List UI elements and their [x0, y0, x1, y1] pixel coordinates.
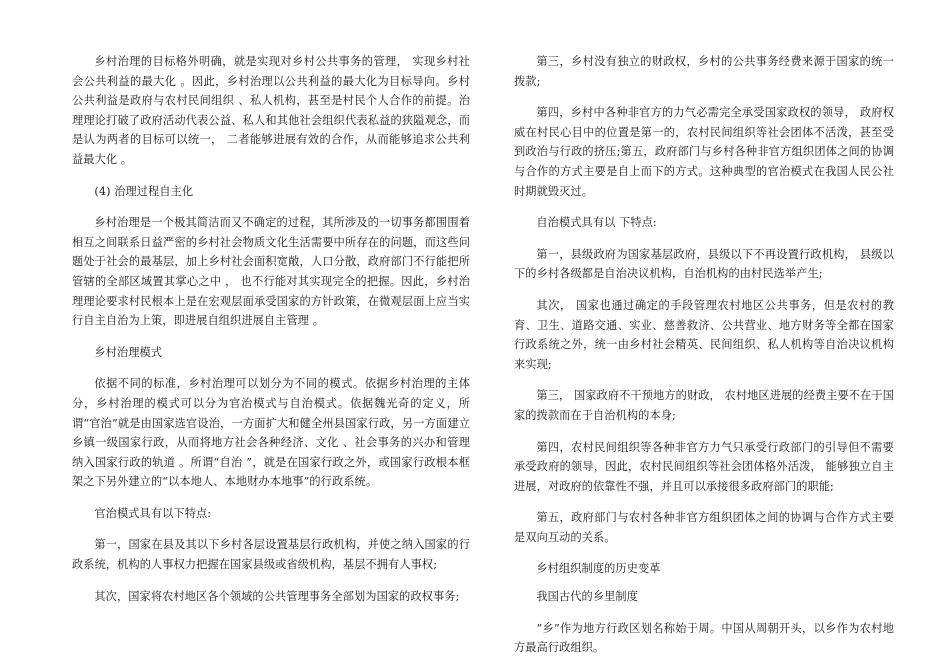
paragraph-xiang-origin: “乡”作为地方行政区划名称始于周。中国从周朝开头，以乡作为农村地方最高行政组织。 [514, 621, 894, 655]
paragraph-modes-definition: 依据不同的标准，乡村治理可以划分为不同的模式。依据乡村治理的主体分，乡村治理的模式可以分为官治模式与自治模式。依据魏光奇的定义，所谓“官治”就是由国家选官设治，一方面扩大和健全州县国家行政，另一方面建立乡镇一级国家行政，从而将地方社会各种经济、文化 、社会事务的兴办和管理纳入国家行政的轨道 。所谓“自治 ”，就是在国家行政之外，或国家行政根本框架之下另外建立的“以本地人、本地财办本地事”的行政系统。 [72, 377, 470, 489]
paragraph-autonomy-fourth: 第四，农村民间组织等各种非官方力气只承受行政部门的引导但不需要承受政府的领导，因此，农村民间组织等社会团体格外活泼， 能够独立自主进展，对政府的依靠性不强，并且可以承接很多政府部门的职能; [514, 440, 894, 493]
heading-governance-modes: 乡村治理模式 [94, 345, 163, 359]
paragraph-governance-goal: 乡村治理的目标格外明确，就是实现对乡村公共事务的管理， 实现乡村社会公共利益的最大化 。因此，乡村治理以公共利益的最大化为目标导向。乡村公共利益是政府与农村民间组织 、私人机构，甚至是村民个人合作的前提。治理理论打破了政府活动代表公益、私人和其他社会组织代表私益的狭隘观念，而是认为两者的目标可以统一， 二者能够进展有效的合作，从而能够追求公共利益最大化 。 [72, 55, 470, 166]
paragraph-self-governance: 乡村治理是一个极其简洁而又不确定的过程，其所涉及的一切事务都围围着相互之间联系日益严密的乡村社会物质文化生活需要中所存在的问题，而这些问题处于社会的最基层，加上乡村社会面积宽敞，人口分散，政府部门不行能把所管辖的全部区域置其掌心之中 ， 也不行能对其实现完全的把握。因此，乡村治理理论要求村民根本上是在宏观层面承受国家的方针政策，在微观层面上应当实行自主自治为上策，即进展自组织进展自主管理 。 [72, 216, 470, 328]
paragraph-official-second: 其次，国家将农村地区各个领域的公共管理事务全部划为国家的政权事务; [94, 589, 460, 603]
heading-official-mode-features: 官治模式具有以下特点: [94, 506, 212, 520]
paragraph-autonomy-first: 第一，县级政府为国家基层政府，县级以下不再设置行政机构， 县级以下的乡村各级都是自治决议机构，自治机构的由村民选举产生; [514, 247, 894, 281]
heading-autonomy-mode-features: 自治模式具有以 下特点: [536, 216, 657, 230]
right-column [514, 52, 894, 658]
paragraph-official-fourth-fifth: 第四，乡村中各种非官方的力气必需完全承受国家政权的领导， 政府权威在村民心目中的位置是第一的，农村民间组织等社会团体不活泼，甚至受到政治与行政的挤压;第五，政府部门与乡村各种非官方组织团体之间的协调与合作的方式主要是自上而下的方式。这种典型的官治模式在我国人民公社时期就毁灭过。 [514, 106, 894, 198]
paragraph-autonomy-second: 其次， 国家也通过确定的手段管理农村地区公共事务，但是农村的教育、卫生、道路交通、实业、慈善救济、公共营业、地方财务等全都在国家行政系统之外，统一由乡村社会精英、民间组织、私人机构等自治决议机构来实现; [514, 298, 894, 371]
heading-historical-change: 乡村组织制度的历史变革 [536, 562, 661, 576]
paragraph-autonomy-fifth: 第五，政府部门与农村各种非官方组织团体之间的协调与合作方式主要是双向互动的关系。 [514, 511, 894, 544]
left-column [72, 52, 470, 606]
paragraph-official-first: 第一，国家在县及其以下乡村各层设置基层行政机构，并使之纳入国家的行政系统，机构的人事权力把握在国家县级或省级机构，基层不拥有人事权; [72, 538, 470, 572]
paragraph-autonomy-third: 第三， 国家政府不干预地方的财政， 农村地区进展的经费主要不在于国家的拨款而在于自治机构的本身; [514, 389, 894, 422]
heading-self-governance-process: (4) 治理过程自主化 [94, 184, 194, 198]
paragraph-official-third: 第三，乡村没有独立的财政权，乡村的公共事务经费来源于国家的统一拨款; [514, 55, 894, 88]
heading-ancient-village-system: 我国古代的乡里制度 [536, 590, 638, 604]
